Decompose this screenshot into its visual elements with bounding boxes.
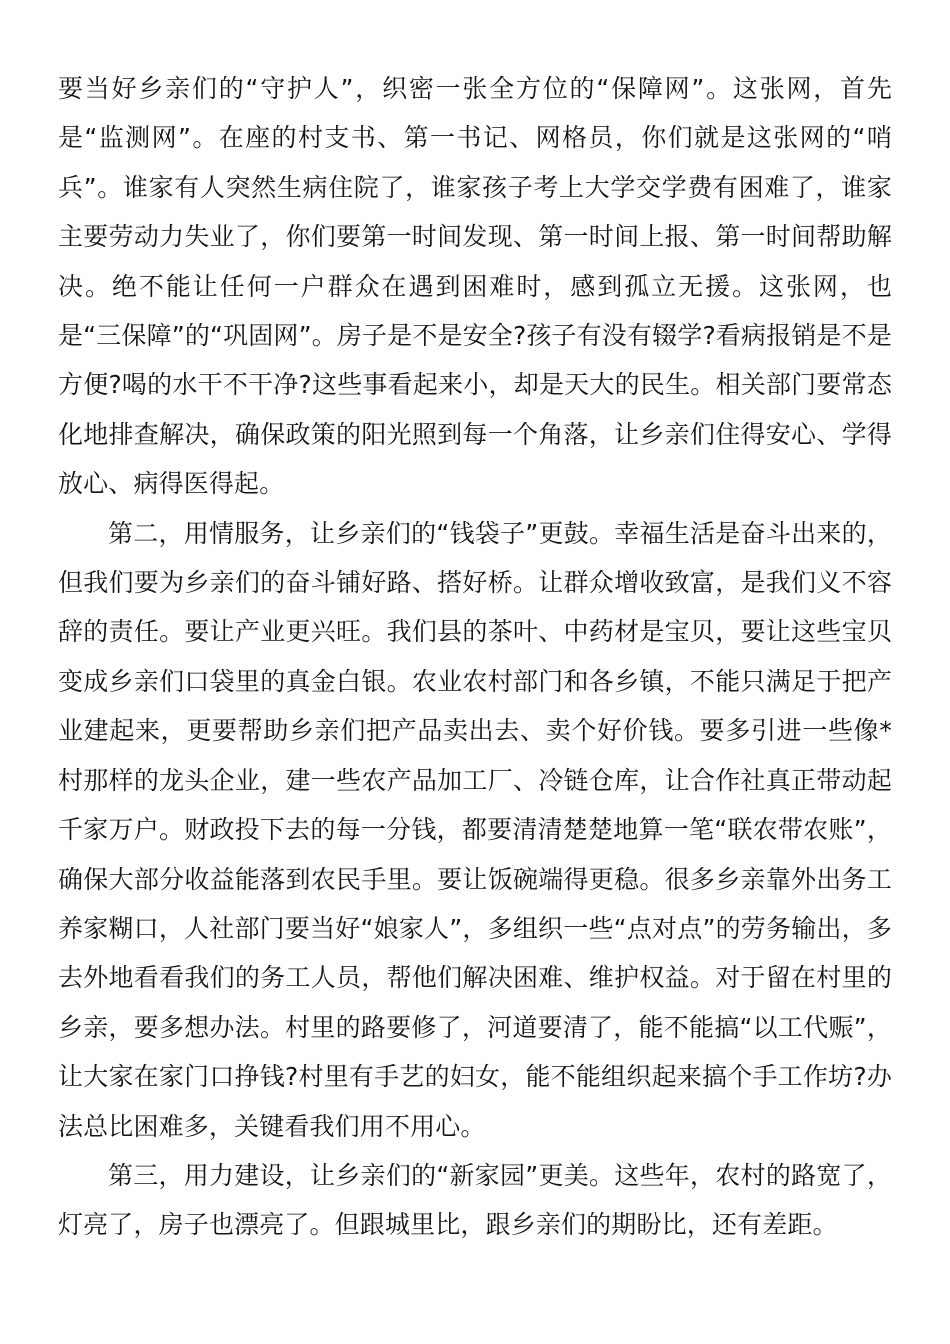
body-paragraph-3: 第三，用力建设，让乡亲们的“新家园”更美。这些年，农村的路宽了，灯亮了，房子也漂亮了。但跟城里比，跟乡亲们的期盼比，还有差距。 (58, 1160, 892, 1240)
body-paragraph-2: 第二，用情服务，让乡亲们的“钱袋子”更鼓。幸福生活是奋斗出来的，但我们要为乡亲们的奋斗铺好路、搭好桥。让群众增收致富，是我们义不容辞的责任。要让产业更兴旺。我们县的茶叶、中药材是宝贝，要让这些宝贝变成乡亲们口袋里的真金白银。农业农村部门和各乡镇，不能只满足于把产业建起来，更要帮助乡亲们把产品卖出去、卖个好价钱。要多引进一些像*村那样的龙头企业，建一些农产品加工厂、冷链仓库，让合作社真正带动起千家万户。财政投下去的每一分钱，都要清清楚楚地算一笔“联农带农账”，确保大部分收益能落到农民手里。要让饭碗端得更稳。很多乡亲靠外出务工养家糊口，人社部门要当好“娘家人”，多组织一些“点对点”的劳务输出，多去外地看看我们的务工人员，帮他们解决困难、维护权益。对于留在村里的乡亲，要多想办法。村里的路要修了，河道要清了，能不能搞“以工代赈”，让大家在家门口挣钱?村里有手艺的妇女，能不能组织起来搞个手工作坊?办法总比困难多，关键看我们用不用心。 (58, 518, 892, 1141)
body-paragraph-1: 要当好乡亲们的“守护人”，织密一张全方位的“保障网”。这张网，首先是“监测网”。在座的村支书、第一书记、网格员，你们就是这张网的“哨兵”。谁家有人突然生病住院了，谁家孩子考上大学交学费有困难了，谁家主要劳动力失业了，你们要第一时间发现、第一时间上报、第一时间帮助解决。绝不能让任何一户群众在遇到困难时，感到孤立无援。这张网，也是“三保障”的“巩固网”。房子是不是安全?孩子有没有辍学?看病报销是不是方便?喝的水干不干净?这些事看起来小，却是天大的民生。相关部门要常态化地排查解决，确保政策的阳光照到每一个角落，让乡亲们住得安心、学得放心、病得医得起。 (58, 74, 892, 499)
